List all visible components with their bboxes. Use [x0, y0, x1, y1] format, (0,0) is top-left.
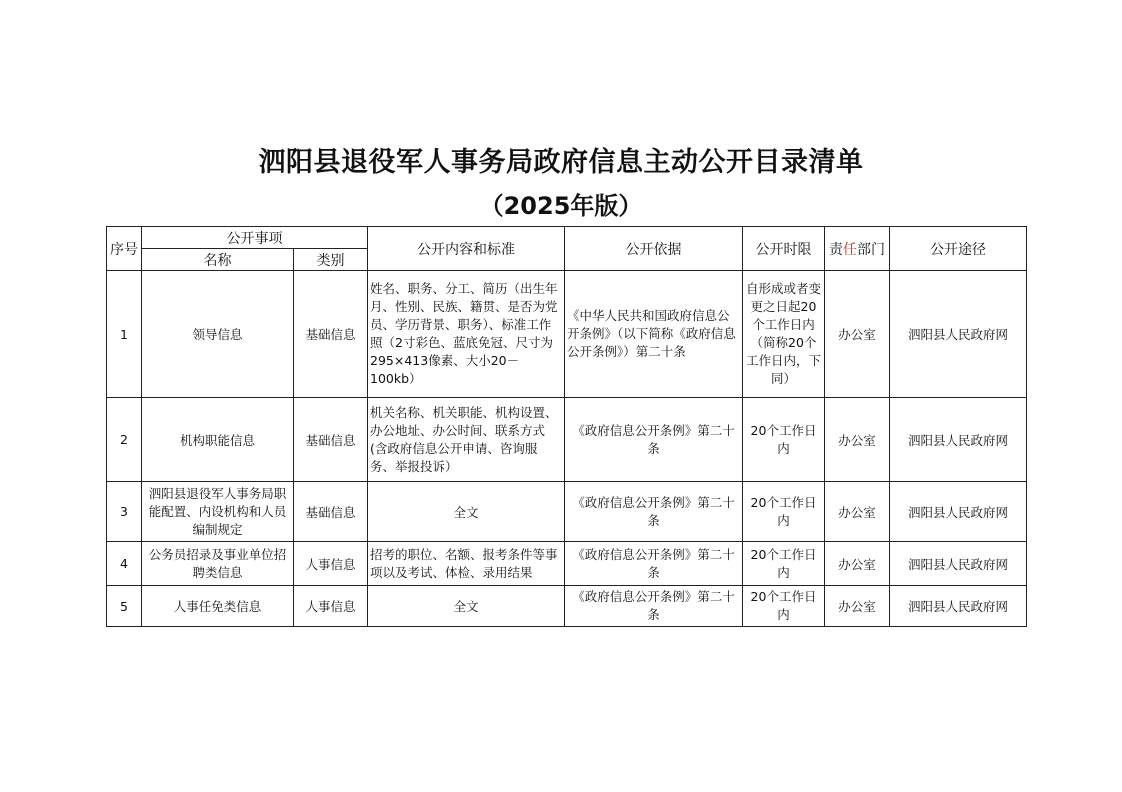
row-department: 办公室 [825, 586, 890, 627]
row-time-limit: 20个工作日内 [743, 542, 825, 586]
row-seq: 4 [107, 542, 142, 586]
header-category: 类别 [294, 249, 368, 271]
table-row [107, 398, 1027, 482]
row-name: 公务员招录及事业单位招聘类信息 [142, 542, 294, 586]
header-department [825, 227, 890, 271]
header-time-limit: 公开时限 [743, 227, 825, 271]
row-category: 基础信息 [294, 482, 368, 542]
row-name: 领导信息 [142, 271, 294, 398]
header-basis: 公开依据 [565, 227, 743, 271]
row-name: 泗阳县退役军人事务局职能配置、内设机构和人员编制规定 [142, 482, 294, 542]
header-seq: 序号 [107, 227, 142, 271]
header-dept-suffix: 部门 [857, 241, 885, 258]
header-item-group: 公开事项 [142, 227, 368, 249]
row-department: 办公室 [825, 482, 890, 542]
row-basis: 《中华人民共和国政府信息公开条例》（以下简称《政府信息公开条例》）第二十条 [565, 271, 743, 398]
row-department: 办公室 [825, 542, 890, 586]
row-basis: 《政府信息公开条例》第二十条 [565, 482, 743, 542]
row-name: 人事任免类信息 [142, 586, 294, 627]
header-dept-red: 任 [843, 241, 857, 258]
table-row [107, 586, 1027, 627]
table-row [107, 542, 1027, 586]
row-channel: 泗阳县人民政府网 [890, 542, 1027, 586]
row-content: 全文 [368, 586, 565, 627]
row-department: 办公室 [825, 271, 890, 398]
table-row [107, 482, 1027, 542]
row-seq: 5 [107, 586, 142, 627]
row-category: 基础信息 [294, 398, 368, 482]
row-time-limit: 20个工作日内 [743, 586, 825, 627]
row-time-limit: 自形成或者变更之日起20个工作日内（简称20个工作日内，下同） [743, 271, 825, 398]
header-channel: 公开途径 [890, 227, 1027, 271]
row-name: 机构职能信息 [142, 398, 294, 482]
row-channel: 泗阳县人民政府网 [890, 482, 1027, 542]
row-department: 办公室 [825, 398, 890, 482]
disclosure-catalog-table [106, 226, 1027, 627]
row-seq: 3 [107, 482, 142, 542]
header-row-top [107, 227, 1027, 249]
row-seq: 1 [107, 271, 142, 398]
row-basis: 《政府信息公开条例》第二十条 [565, 586, 743, 627]
header-content: 公开内容和标准 [368, 227, 565, 271]
row-time-limit: 20个工作日内 [743, 482, 825, 542]
document-subtitle: （2025年版） [479, 192, 643, 220]
row-seq: 2 [107, 398, 142, 482]
row-category: 人事信息 [294, 586, 368, 627]
row-basis: 《政府信息公开条例》第二十条 [565, 398, 743, 482]
row-content: 姓名、职务、分工、简历（出生年月、性别、民族、籍贯、是否为党员、学历背景、职务）、标准工作照（2寸彩色、蓝底免冠、尺寸为295×413像素、大小20－100kb） [368, 271, 565, 398]
header-dept-prefix: 责 [829, 241, 843, 258]
row-channel: 泗阳县人民政府网 [890, 586, 1027, 627]
row-category: 基础信息 [294, 271, 368, 398]
header-name: 名称 [142, 249, 294, 271]
row-channel: 泗阳县人民政府网 [890, 398, 1027, 482]
document-title: 泗阳县退役军人事务局政府信息主动公开目录清单 [258, 147, 864, 178]
row-time-limit: 20个工作日内 [743, 398, 825, 482]
row-content: 机关名称、机关职能、机构设置、办公地址、办公时间、联系方式(含政府信息公开申请、咨询服务、举报投诉） [368, 398, 565, 482]
table-row [107, 271, 1027, 398]
row-category: 人事信息 [294, 542, 368, 586]
row-channel: 泗阳县人民政府网 [890, 271, 1027, 398]
row-content: 全文 [368, 482, 565, 542]
row-basis: 《政府信息公开条例》第二十条 [565, 542, 743, 586]
row-content: 招考的职位、名额、报考条件等事项以及考试、体检、录用结果 [368, 542, 565, 586]
